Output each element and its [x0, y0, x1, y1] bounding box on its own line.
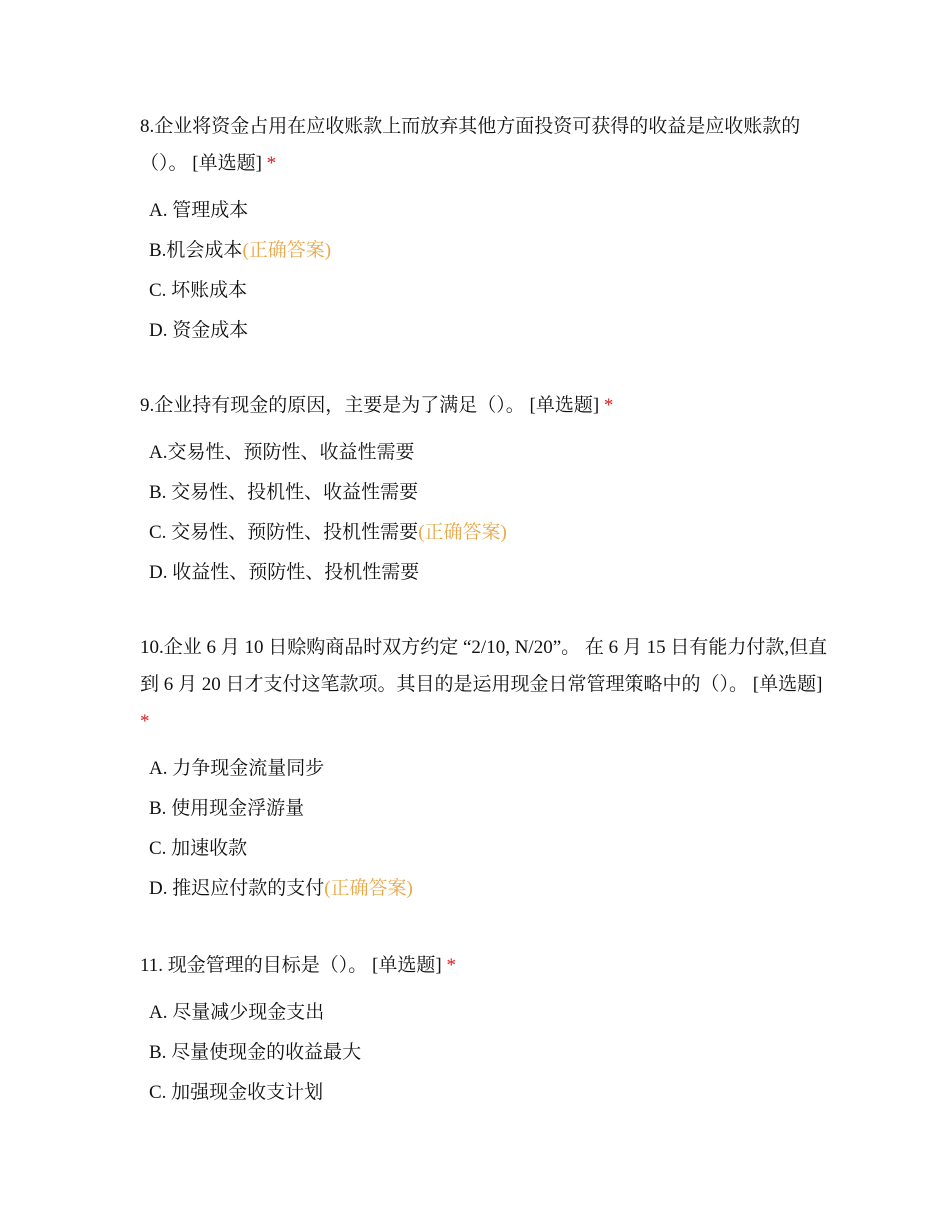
option-a: A.交易性、预防性、收益性需要 — [149, 442, 415, 463]
question-10 — [140, 629, 830, 909]
option-a: A. 管理成本 — [149, 200, 249, 221]
question-stem: 9.企业持有现金的原因，主要是为了满足（）。 [单选题] * — [140, 395, 614, 416]
option-b: B. 交易性、投机性、收益性需要 — [149, 482, 419, 503]
option-c: C. 加速收款 — [149, 838, 248, 859]
option-c: C. 交易性、预防性、投机性需要(正确答案) — [149, 522, 507, 543]
correct-answer-tag: (正确答案) — [242, 240, 332, 261]
option-d: D. 推迟应付款的支付(正确答案) — [149, 878, 413, 899]
option-a: A. 力争现金流量同步 — [149, 758, 325, 779]
question-stem: 10.企业 6 月 10 日赊购商品时双方约定 “2/10, N/20”。 在 6 月 15 日有能力付款,但直到 6 月 20 日才支付这笔款项。其目的是运用现金日常管理策略中的（）。 [单选题] * — [140, 637, 828, 732]
question-8 — [140, 108, 830, 351]
question-11 — [140, 947, 830, 1113]
option-b: B.机会成本(正确答案) — [149, 240, 332, 261]
option-d: D. 资金成本 — [149, 320, 249, 341]
required-mark: * — [446, 955, 456, 976]
options-list — [140, 993, 830, 1113]
option-c: C. 坏账成本 — [149, 280, 248, 301]
correct-answer-tag: (正确答案) — [418, 522, 507, 543]
option-d: D. 收益性、预防性、投机性需要 — [149, 562, 420, 583]
option-b: B. 使用现金浮游量 — [149, 798, 305, 819]
options-list — [140, 749, 830, 909]
option-b: B. 尽量使现金的收益最大 — [149, 1042, 362, 1063]
options-list — [140, 433, 830, 593]
required-mark: * — [603, 395, 614, 416]
required-mark: * — [140, 711, 150, 732]
required-mark: * — [266, 153, 277, 174]
question-stem: 11. 现金管理的目标是（）。 [单选题] * — [140, 955, 456, 976]
options-list — [140, 191, 830, 351]
option-c: C. 加强现金收支计划 — [149, 1082, 324, 1103]
question-9 — [140, 387, 830, 593]
correct-answer-tag: (正确答案) — [324, 878, 413, 899]
option-a: A. 尽量减少现金支出 — [149, 1002, 325, 1023]
question-stem: 8.企业将资金占用在应收账款上而放弃其他方面投资可获得的收益是应收账款的（）。 [单选题] * — [140, 116, 801, 174]
